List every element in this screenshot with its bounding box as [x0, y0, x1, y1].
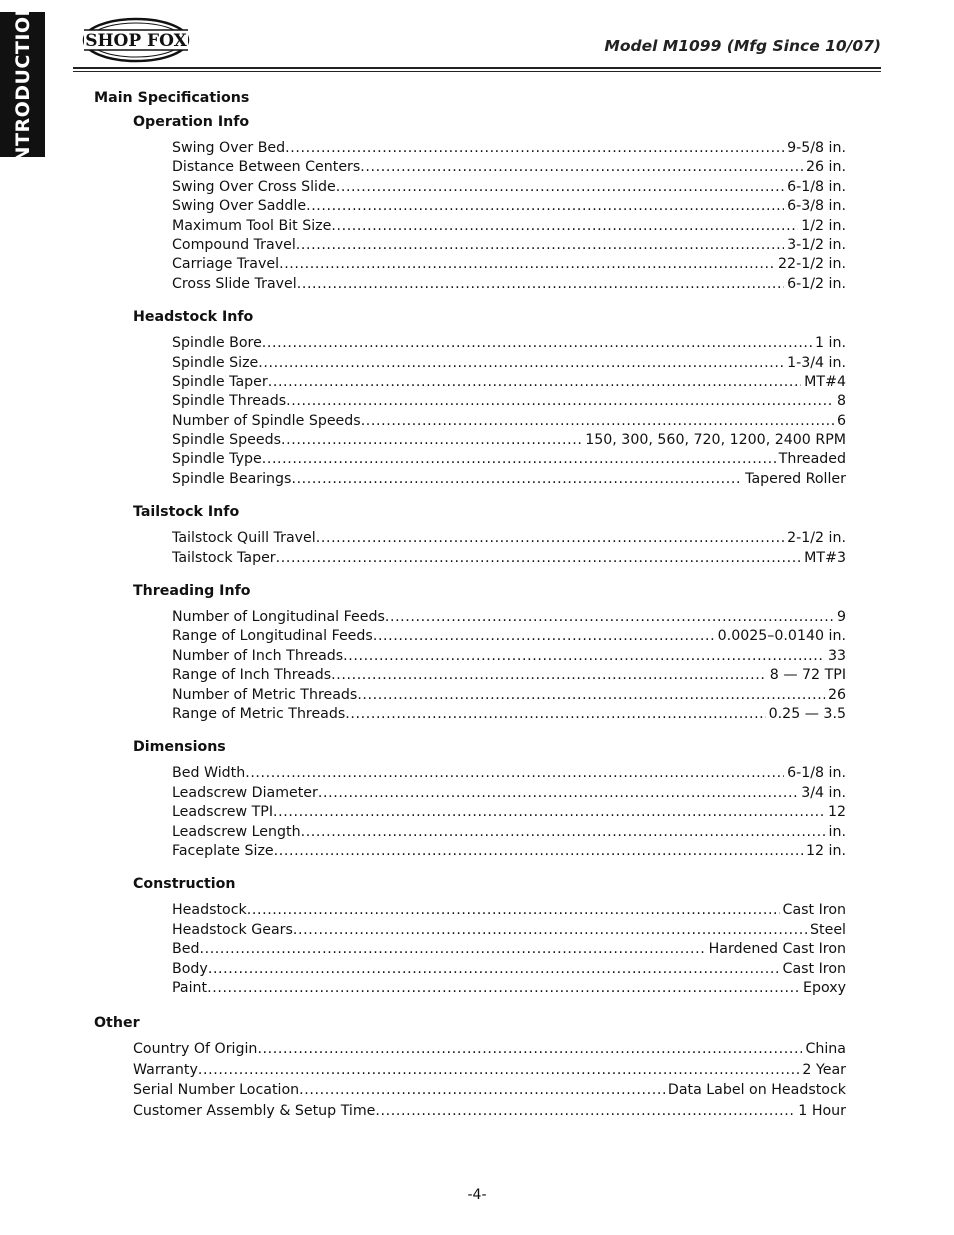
- group-rows: [172, 901, 846, 998]
- spec-value: 1 Hour: [798, 1102, 846, 1119]
- spec-value: 0.25 — 3.5: [768, 705, 846, 722]
- spec-row: [172, 412, 846, 431]
- dot-leader: [316, 529, 784, 548]
- spec-value: in.: [828, 823, 846, 840]
- dot-leader: [198, 1060, 800, 1081]
- spec-row: [133, 1101, 846, 1122]
- spec-row: [172, 255, 846, 274]
- dot-leader: [299, 1080, 665, 1101]
- spec-row: [133, 1039, 846, 1060]
- spec-value: Steel: [810, 921, 846, 938]
- spec-value: 6-1/2 in.: [787, 275, 846, 292]
- spec-row: [172, 901, 846, 920]
- dot-leader: [262, 334, 812, 353]
- group-title: Operation Info: [133, 114, 250, 130]
- spec-value: 6-3/8 in.: [787, 198, 846, 215]
- spec-label: Spindle Bearings: [172, 470, 292, 487]
- dot-leader: [247, 901, 780, 920]
- dot-leader: [331, 217, 798, 236]
- spec-row: [172, 666, 846, 685]
- spec-value: 6-1/8 in.: [787, 178, 846, 195]
- spec-label: Range of Metric Threads: [172, 705, 346, 722]
- spec-row: [172, 431, 846, 450]
- spec-groups: [94, 111, 846, 998]
- spec-value: Hardened Cast Iron: [708, 941, 846, 958]
- spec-label: Swing Over Bed: [172, 140, 286, 156]
- spec-value: 150, 300, 560, 720, 1200, 2400 RPM: [585, 432, 846, 449]
- spec-label: Serial Number Location: [133, 1082, 300, 1099]
- header-rule-thin: [73, 71, 881, 72]
- spec-label: Tailstock Quill Travel: [172, 530, 316, 547]
- spec-label: Spindle Threads: [172, 393, 287, 410]
- spec-value: China: [805, 1041, 846, 1058]
- group-title: Headstock Info: [133, 309, 254, 326]
- dot-leader: [385, 608, 834, 627]
- spec-value: MT#3: [804, 549, 846, 566]
- spec-row: [172, 803, 846, 822]
- spec-label: Distance Between Centers: [172, 159, 361, 176]
- spec-value: Tapered Roller: [745, 470, 846, 487]
- spec-row: [172, 823, 846, 842]
- spec-row: [172, 979, 846, 998]
- spec-value: 6-1/8 in.: [787, 765, 846, 782]
- group-title: Threading Info: [133, 583, 251, 600]
- dot-leader: [291, 470, 742, 489]
- spec-label: Number of Longitudinal Feeds: [172, 609, 385, 626]
- group-rows: [172, 139, 846, 294]
- spec-row: [172, 764, 846, 783]
- spec-row: [172, 686, 846, 705]
- group-rows: [172, 608, 846, 724]
- spec-row: [133, 1060, 846, 1081]
- spec-label: Cross Slide Travel: [172, 275, 297, 292]
- dot-leader: [285, 139, 784, 158]
- logo-text: SHOP FOX: [85, 31, 187, 51]
- spec-value: 12: [827, 804, 846, 821]
- spec-row: [172, 236, 846, 255]
- dot-leader: [345, 705, 765, 724]
- dot-leader: [373, 627, 715, 646]
- dot-leader: [336, 178, 784, 197]
- spec-row: [172, 842, 846, 861]
- group-rows: [172, 334, 846, 489]
- dot-leader: [296, 236, 784, 255]
- dot-leader: [245, 764, 784, 783]
- spec-label: Leadscrew Diameter: [172, 784, 318, 801]
- spec-label: Paint: [172, 979, 208, 996]
- spec-label: Carriage Travel: [172, 256, 280, 273]
- spec-row: [172, 334, 846, 353]
- dot-leader: [207, 979, 800, 998]
- dot-leader: [268, 373, 801, 392]
- spec-row: [172, 217, 846, 236]
- spec-value: 1-3/4 in.: [787, 354, 846, 371]
- spec-row: [172, 470, 846, 489]
- dot-leader: [293, 921, 807, 940]
- spec-row: [172, 275, 846, 294]
- dot-leader: [306, 197, 784, 216]
- spec-row: [172, 197, 846, 216]
- spec-row: [172, 705, 846, 724]
- spec-row: [172, 529, 846, 548]
- spec-content: [94, 87, 846, 1121]
- spec-row: [133, 1080, 846, 1101]
- spec-row: [172, 940, 846, 959]
- group-rows: [172, 764, 846, 861]
- spec-value: 0.0025–0.0140 in.: [717, 628, 846, 645]
- spec-value: 2-1/2 in.: [787, 530, 846, 547]
- spec-row: [172, 178, 846, 197]
- spec-value: 3-1/2 in.: [787, 236, 846, 253]
- group-title: Construction: [133, 876, 236, 893]
- spec-value: 22-1/2 in.: [778, 256, 846, 273]
- header-rule: [73, 67, 881, 69]
- spec-label: Customer Assembly & Setup Time: [133, 1102, 376, 1119]
- spec-row: [172, 549, 846, 568]
- dot-leader: [318, 784, 798, 803]
- spec-label: Maximum Tool Bit Size: [172, 217, 332, 234]
- spec-label: Headstock: [172, 902, 247, 919]
- spec-value: 8: [836, 393, 846, 410]
- dot-leader: [281, 431, 582, 450]
- spec-value: 3/4 in.: [801, 784, 846, 801]
- spec-label: Bed: [172, 941, 200, 958]
- spec-label: Spindle Speeds: [172, 432, 281, 449]
- dot-leader: [208, 960, 780, 979]
- spec-value: Cast Iron: [782, 960, 846, 977]
- spec-label: Spindle Size: [172, 354, 259, 371]
- dot-leader: [279, 255, 775, 274]
- spec-row: [172, 373, 846, 392]
- spec-label: Spindle Type: [172, 451, 262, 468]
- spec-label: Leadscrew Length: [172, 823, 301, 840]
- spec-value: MT#4: [804, 373, 846, 390]
- other-rows: [133, 1039, 846, 1121]
- dot-leader: [343, 647, 825, 666]
- spec-label: Tailstock Taper: [172, 549, 276, 566]
- group-title: Tailstock Info: [133, 504, 240, 521]
- spec-value: 12 in.: [805, 842, 846, 859]
- spec-label: Number of Spindle Speeds: [172, 412, 361, 429]
- section-tab: [0, 0, 45, 170]
- spec-label: Headstock Gears: [172, 921, 293, 938]
- main-specs-title: Main Specifications: [94, 90, 250, 106]
- spec-row: [172, 608, 846, 627]
- spec-row: [172, 921, 846, 940]
- spec-label: Body: [172, 960, 208, 977]
- spec-row: [172, 158, 846, 177]
- spec-label: Compound Travel: [172, 236, 296, 253]
- page-number: -4-: [467, 1187, 487, 1203]
- spec-label: Bed Width: [172, 765, 246, 782]
- dot-leader: [301, 823, 826, 842]
- spec-row: [172, 450, 846, 469]
- dot-leader: [331, 666, 767, 685]
- spec-label: Leadscrew TPI: [172, 804, 274, 821]
- spec-value: 1 in.: [815, 335, 846, 352]
- spec-row: [172, 354, 846, 373]
- spec-value: Cast Iron: [782, 902, 846, 919]
- spec-label: Number of Inch Threads: [172, 647, 344, 664]
- dot-leader: [297, 275, 784, 294]
- spec-label: Country Of Origin: [133, 1041, 258, 1058]
- spec-value: 26 in.: [805, 159, 846, 176]
- dot-leader: [361, 412, 834, 431]
- spec-label: Swing Over Cross Slide: [172, 178, 336, 195]
- spec-value: 9: [836, 609, 846, 626]
- spec-value: 33: [827, 647, 846, 664]
- spec-row: [172, 139, 846, 158]
- dot-leader: [357, 686, 825, 705]
- dot-leader: [199, 940, 705, 959]
- dot-leader: [286, 392, 834, 411]
- dot-leader: [274, 842, 803, 861]
- spec-value: 6: [836, 412, 846, 429]
- dot-leader: [257, 1039, 802, 1060]
- spec-row: [172, 960, 846, 979]
- spec-row: [172, 627, 846, 646]
- other-title: Other: [94, 1015, 140, 1032]
- spec-value: Epoxy: [802, 979, 846, 996]
- group-title: Dimensions: [133, 739, 226, 756]
- spec-value: Data Label on Headstock: [667, 1082, 846, 1099]
- dot-leader: [360, 158, 803, 177]
- spec-label: Spindle Taper: [172, 373, 268, 390]
- spec-label: Swing Over Saddle: [172, 198, 307, 215]
- spec-label: Range of Longitudinal Feeds: [172, 628, 373, 645]
- spec-value: 1/2 in.: [801, 217, 846, 234]
- dot-leader: [276, 549, 802, 568]
- shop-fox-logo: [82, 16, 190, 64]
- spec-row: [172, 647, 846, 666]
- dot-leader: [375, 1101, 795, 1122]
- spec-value: 2 Year: [802, 1061, 846, 1078]
- spec-value: 9-5/8 in.: [787, 140, 846, 156]
- dot-leader: [262, 450, 776, 469]
- model-header: Model M1099 (Mfg Since 10/07): [604, 37, 881, 55]
- spec-row: [172, 392, 846, 411]
- spec-value: Threaded: [778, 451, 846, 468]
- section-tab-label: INTRODUCTION: [11, 0, 34, 170]
- spec-label: Faceplate Size: [172, 842, 274, 859]
- dot-leader: [258, 354, 784, 373]
- spec-label: Range of Inch Threads: [172, 667, 332, 684]
- spec-label: Warranty: [133, 1061, 198, 1078]
- spec-label: Number of Metric Threads: [172, 686, 358, 703]
- spec-value: 8 — 72 TPI: [769, 667, 846, 684]
- spec-value: 26: [827, 686, 846, 703]
- spec-row: [172, 784, 846, 803]
- dot-leader: [273, 803, 825, 822]
- group-rows: [172, 529, 846, 568]
- spec-label: Spindle Bore: [172, 335, 262, 352]
